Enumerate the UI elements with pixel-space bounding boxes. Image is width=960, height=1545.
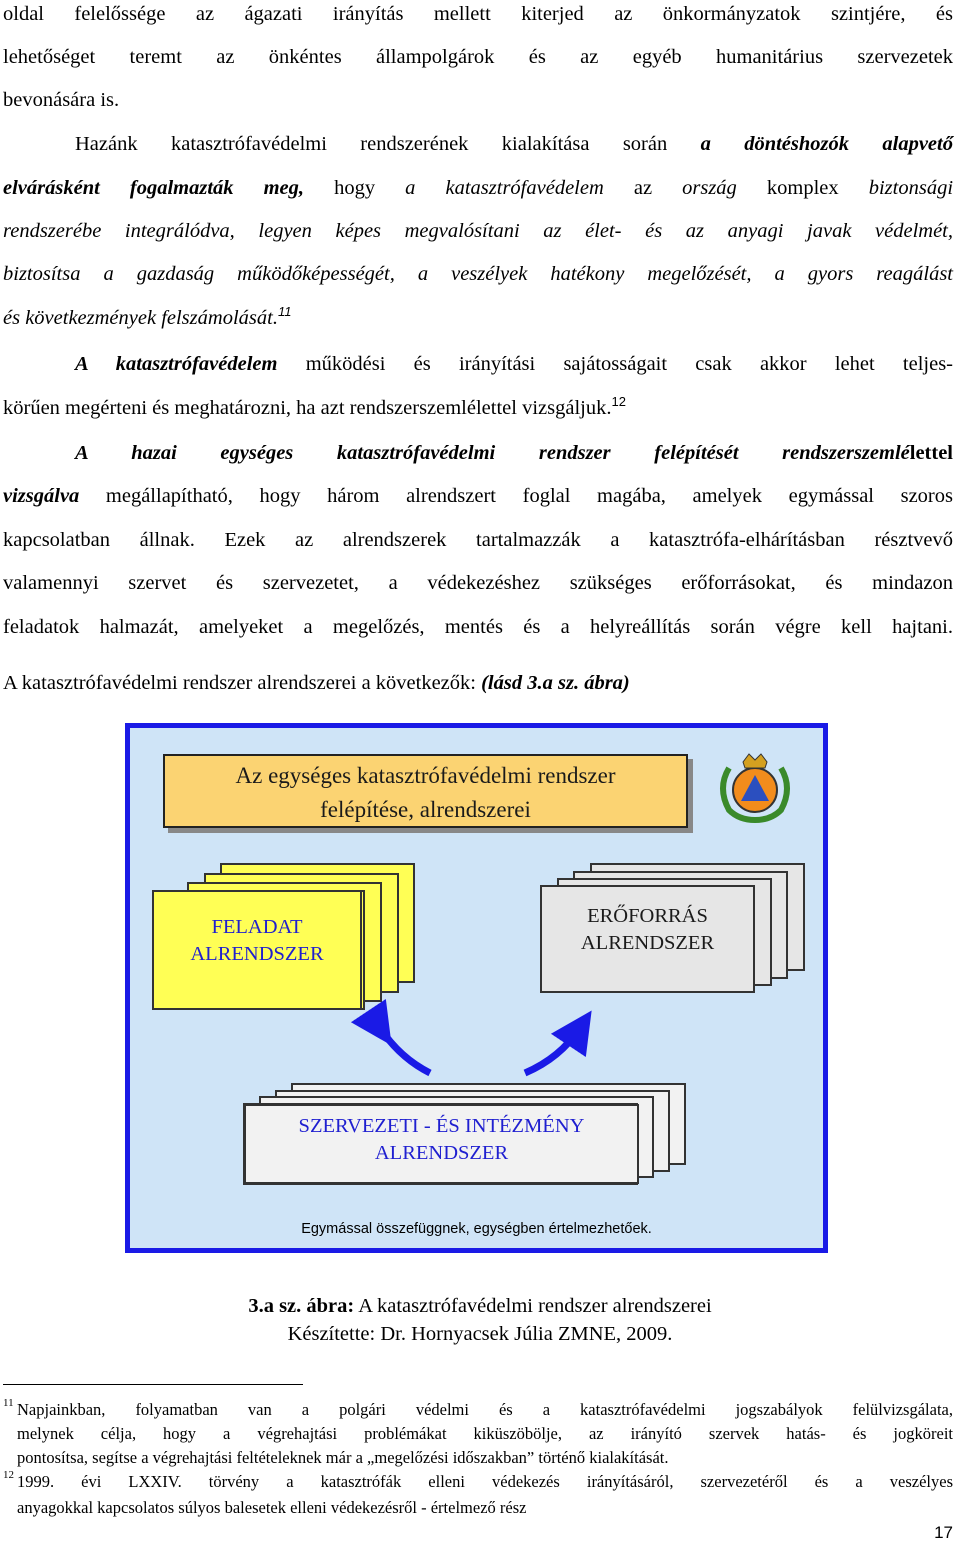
body-line: valamennyi szervet és szervezetet, a védekezéshez szükséges erőforrásokat, és mindazon (3, 572, 953, 594)
diagram-note: Egymással összefüggnek, egységben értelmezhetőek. (301, 1221, 652, 1237)
szervezeti-intezmeny-alrendszer-box (244, 1104, 639, 1184)
system-diagram (125, 723, 828, 1253)
body-line: elvárásként fogalmazták meg, hogy a katasztrófavédelem az ország komplex biztonsági (3, 177, 954, 199)
body-line: A katasztrófavédelmi rendszer alrendszerei a következők: (lásd 3.a sz. ábra) (3, 672, 630, 694)
body-line: bevonására is. (3, 89, 120, 111)
footnote-12-line: anyagokkal kapcsolatos súlyos balesetek elleni védekezésről - értelmező rész (17, 1498, 527, 1517)
footnote-11-line: pontosítsa, segítse a végrehajtási feltételeknek már a „megelőzési időszakban” történő kialakítását. (17, 1448, 669, 1467)
box-label: ALRENDSZER (190, 943, 324, 965)
footnote-rule (3, 1384, 303, 1385)
footnote-number: 12 (3, 1469, 14, 1481)
body-line: vizsgálva megállapítható, hogy három alrendszert foglal magába, amelyek egymással szoros (3, 485, 953, 507)
body-line: kapcsolatban állnak. Ezek az alrendszerek tartalmazzák a katasztrófa-elhárításban résztvevő (3, 529, 953, 551)
page-number: 17 (934, 1523, 953, 1542)
body-line: Hazánk katasztrófavédelmi rendszerének kialakítása során a döntéshozók alapvető (75, 133, 953, 155)
figure-caption: 3.a sz. ábra: A katasztrófavédelmi rendszer alrendszerei (248, 1295, 712, 1317)
footnote-number: 11 (3, 1397, 14, 1409)
body-line: lehetőséget teremt az önkéntes állampolgárok és az egyéb humanitárius szervezetek (3, 46, 953, 68)
footnote-ref: 12 (611, 394, 626, 409)
box-label: SZERVEZETI - ÉS INTÉZMÉNY (298, 1115, 585, 1137)
box-label: FELADAT (211, 916, 303, 938)
footnote-11-line: 11 Napjainkban, folyamatban van a polgári védelmi és a katasztrófavédelmi jogszabályok felülvizsgálata, (17, 1398, 953, 1421)
body-line: A hazai egységes katasztrófavédelmi rendszer felépítését rendszerszemlélettel (75, 442, 953, 464)
body-line: oldal felelőssége az ágazati irányítás mellett kiterjed az önkormányzatok szintjére, és (3, 3, 953, 25)
body-line: rendszerébe integrálódva, legyen képes megvalósítani az élet- és az anyagi javak védelmét, (3, 220, 953, 242)
body-line: biztosítsa a gazdaság működőképességét, a veszélyek hatékony megelőzését, a gyors reagálást (3, 263, 953, 285)
box-label: ERŐFORRÁS (587, 905, 708, 927)
arrow-right (525, 1028, 580, 1073)
footnote-12-line: 12 1999. évi LXXIV. törvény a katasztrófák elleni védekezés irányításáról, szervezetéről és a veszélyes (17, 1470, 953, 1493)
body-line: körűen megérteni és meghatározni, ha azt rendszerszemlélettel vizsgáljuk.$^{12}$ (3, 394, 626, 419)
arrow-left (380, 1028, 430, 1073)
body-line: feladatok halmazát, amelyeket a megelőzés, mentés és a helyreállítás során végre kell hajtani. (3, 616, 953, 638)
body-line: és következmények felszámolását.$^{11}$ (3, 304, 292, 329)
figure-author: Készítette: Dr. Hornyacsek Júlia ZMNE, 2009. (287, 1323, 673, 1345)
footnote-11-line: melynek célja, hogy a végrehajtási problémákat kiküszöbölje, az irányító szervek hatás- és jogköreit (17, 1424, 953, 1443)
footnote-ref: 11 (277, 304, 292, 319)
box-label: ALRENDSZER (580, 932, 715, 954)
diagram-title-line: Az egységes katasztrófavédelmi rendszer (235, 763, 616, 788)
diagram-title-line: felépítése, alrendszerei (320, 797, 531, 822)
body-line: A katasztrófavédelem működési és irányítási sajátosságait csak akkor lehet teljes- (75, 353, 954, 375)
box-label: ALRENDSZER (374, 1142, 509, 1164)
